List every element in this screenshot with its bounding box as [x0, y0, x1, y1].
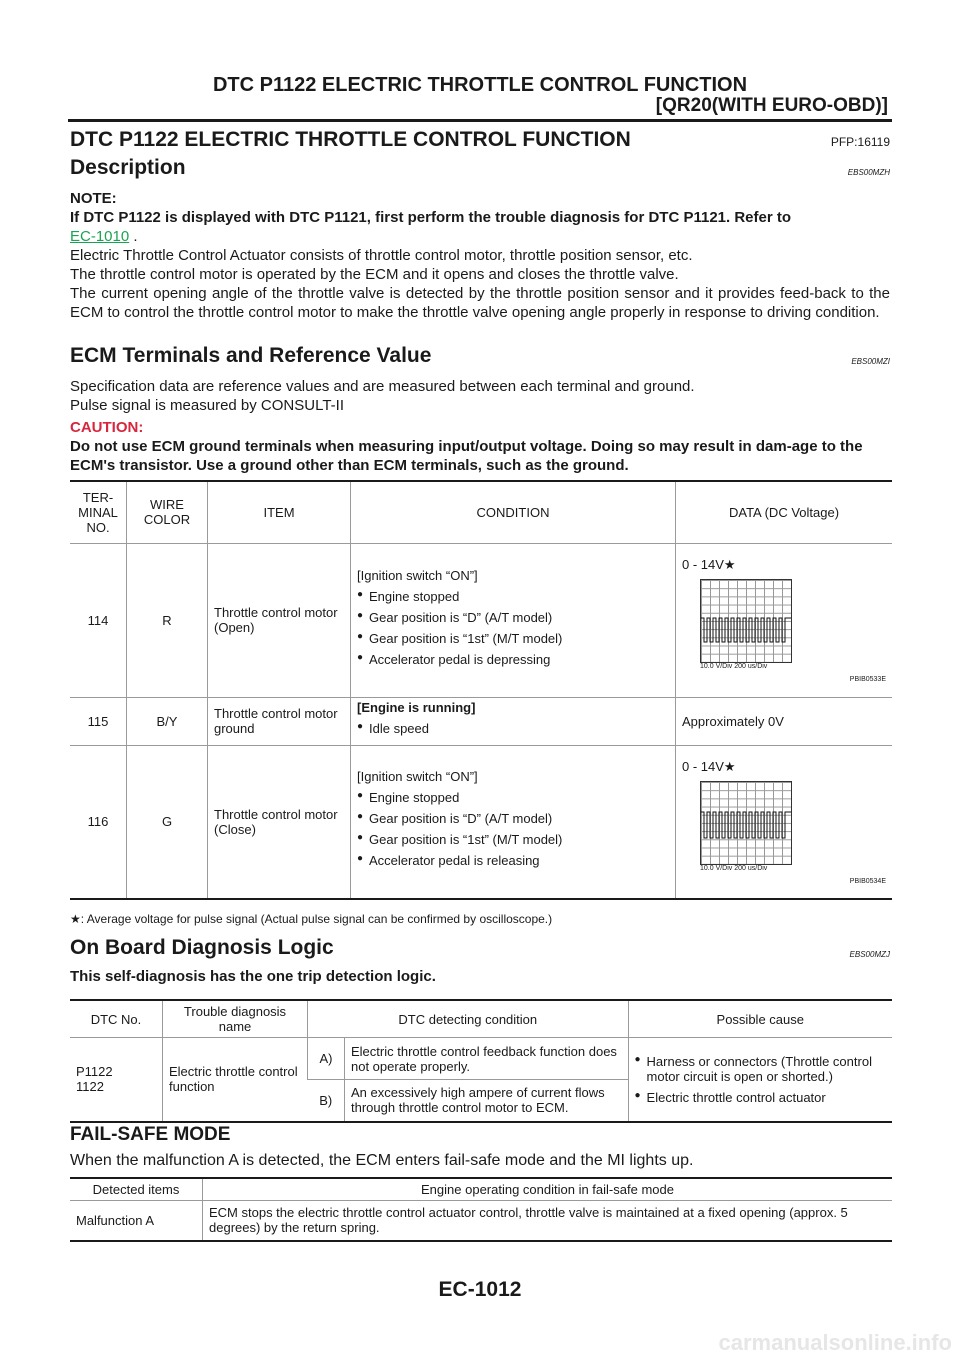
- failsafe-heading: FAIL-SAFE MODE: [70, 1124, 231, 1145]
- obd-heading: On Board Diagnosis Logic: [70, 936, 334, 959]
- dtc-code: P1122: [76, 1064, 113, 1080]
- col-wire-color: WIRE COLOR: [127, 481, 208, 543]
- star-icon: ★: [70, 912, 81, 926]
- ecm-para2: Pulse signal is measured by CONSULT-II: [70, 397, 344, 414]
- table-row: [70, 1201, 892, 1241]
- scope-scale: 10.0 V/Div 200 us/Div: [700, 663, 768, 670]
- dtc-table: [70, 999, 892, 1123]
- col-detecting-condition: DTC detecting condition: [308, 1000, 629, 1038]
- operating-condition: ECM stops the electric throttle control actuator control, throttle valve is maintained at a fixed opening (approx. 5 degrees) by the return spring.: [203, 1201, 893, 1241]
- description-para1: Electric Throttle Control Actuator consists of throttle control motor, throttle position sensor, etc.: [70, 247, 693, 264]
- footnote: [70, 912, 552, 926]
- note-label: NOTE:: [70, 190, 117, 207]
- caution-label: CAUTION:: [70, 419, 144, 436]
- note-tail: .: [129, 228, 138, 245]
- condition: [351, 543, 676, 697]
- data-cell: [676, 745, 893, 899]
- section-title: DTC P1122 ELECTRIC THROTTLE CONTROL FUNCTION: [70, 128, 631, 151]
- condition-label-b: B): [319, 1092, 333, 1108]
- condition-bullet: ● Accelerator pedal is depressing: [357, 652, 669, 667]
- ec-1010-link[interactable]: EC-1010: [70, 228, 130, 245]
- description-heading: Description: [70, 156, 186, 179]
- wire-color: G: [127, 745, 208, 899]
- header-rule: [68, 119, 892, 122]
- condition-bullet: ● Gear position is “1st” (M/T model): [357, 631, 669, 646]
- cause-bullet: ● Harness or connectors (Throttle control motor circuit is open or shorted.): [635, 1054, 886, 1084]
- terminal-115: 115: [87, 713, 109, 729]
- obd-para: This self-diagnosis has the one trip detection logic.: [70, 968, 436, 985]
- failsafe-para: When the malfunction A is detected, the ECM enters fail-safe mode and the MI lights up.: [70, 1152, 694, 1169]
- wire-color: B/Y: [127, 697, 208, 745]
- wire-color: R: [127, 543, 208, 697]
- pfp-code: PFP:16119: [830, 135, 890, 149]
- trouble-name: Electric throttle control function: [163, 1038, 308, 1122]
- table-row: [70, 745, 892, 899]
- running-header-title: DTC P1122 ELECTRIC THROTTLE CONTROL FUNCTION: [212, 74, 748, 96]
- condition-title: [Engine is running]: [357, 700, 476, 715]
- watermark: carmanualsonline.info: [718, 1330, 952, 1355]
- col-detected-items: Detected items: [92, 1182, 180, 1197]
- terminal-114: 114: [87, 612, 109, 628]
- description-body: [70, 189, 890, 322]
- table-row: [70, 543, 892, 697]
- data-cell: [676, 543, 893, 697]
- table-header-row: [70, 1178, 892, 1201]
- item: Throttle control motor (Open): [208, 543, 351, 697]
- col-condition: CONDITION: [351, 481, 676, 543]
- col-trouble-name: Trouble diagnosis name: [163, 1000, 308, 1038]
- obd-code: EBS00MZJ: [849, 950, 890, 959]
- ecm-terminal-table: [70, 480, 892, 900]
- col-terminal: TER-MINAL NO.: [78, 489, 118, 535]
- page-number: EC-1012: [438, 1278, 522, 1301]
- dtc-code-short: 1122: [76, 1079, 104, 1095]
- scope-scale: 10.0 V/Div 200 us/Div: [700, 864, 768, 872]
- detected-item: Malfunction A: [76, 1212, 155, 1228]
- condition-bullet: ● Engine stopped: [357, 790, 669, 805]
- condition-bullet: ● Gear position is “D” (A/T model): [357, 610, 669, 625]
- condition-title: [Ignition switch “ON”]: [357, 567, 478, 583]
- caution-text: Do not use ECM ground terminals when measuring input/output voltage. Doing so may result in dam-age to the ECM's transistor. Use a ground other than ECM terminals, such as the ground.: [70, 438, 863, 474]
- figure-code: PBIB0533E: [849, 676, 886, 683]
- condition-a: Electric throttle control feedback function does not operate properly.: [345, 1038, 629, 1080]
- description-para3: The current opening angle of the throttle valve is detected by the throttle position sensor and it provides feed-back to the ECM to control the throttle control motor to make the throttle valve opening angle properly in response to driving condition.: [70, 285, 890, 321]
- col-operating-condition: Engine operating condition in fail-safe mode: [203, 1178, 893, 1201]
- failsafe-table: [70, 1177, 892, 1242]
- ecm-para1: Specification data are reference values and are measured between each terminal and ground.: [70, 378, 695, 395]
- ecm-code: EBS00MZI: [851, 357, 890, 366]
- possible-cause: [628, 1038, 892, 1122]
- figure-code: PBIB0534E: [849, 877, 886, 885]
- item: Throttle control motor ground: [208, 697, 351, 745]
- condition-title: [Ignition switch “ON”]: [357, 769, 478, 785]
- running-header-subtitle: [QR20(WITH EURO-OBD)]: [655, 95, 888, 116]
- data-value: 0 - 14V: [682, 557, 724, 572]
- note-text: [70, 208, 890, 227]
- star-icon: ★: [723, 758, 736, 774]
- footnote-text: : Average voltage for pulse signal (Actual pulse signal can be confirmed by oscilloscope.): [80, 912, 553, 926]
- col-item: ITEM: [208, 481, 351, 543]
- item: Throttle control motor (Close): [208, 745, 351, 899]
- dtc-number: [70, 1038, 163, 1122]
- col-possible-cause: Possible cause: [628, 1000, 892, 1038]
- condition-bullet: ● Accelerator pedal is releasing: [357, 853, 669, 868]
- condition-label-a: A): [308, 1038, 345, 1080]
- star-icon: ★: [723, 557, 736, 572]
- condition-bullet: ● Gear position is “D” (A/T model): [357, 811, 669, 826]
- col-data: DATA (DC Voltage): [676, 481, 893, 543]
- note-text-main: If DTC P1122 is displayed with DTC P1121, first perform the trouble diagnosis for DTC P1121. Refer to: [70, 209, 792, 226]
- table-row: [70, 1038, 892, 1080]
- terminal-116: 116: [87, 814, 109, 830]
- oscilloscope-waveform: [700, 781, 792, 865]
- cause-bullet: ● Electric throttle control actuator: [635, 1090, 886, 1105]
- table-header-row: [70, 481, 892, 543]
- ecm-heading: ECM Terminals and Reference Value: [70, 344, 432, 367]
- description-code: EBS00MZH: [847, 168, 890, 177]
- ecm-body: [70, 377, 890, 475]
- condition-bullet: ● Idle speed: [357, 721, 669, 736]
- col-dtc-no: DTC No.: [90, 1011, 142, 1027]
- data-value: Approximately 0V: [676, 697, 893, 745]
- condition: [351, 745, 676, 899]
- data-value: 0 - 14V: [682, 758, 724, 774]
- condition-b: An excessively high ampere of current flows through throttle control motor to ECM.: [345, 1080, 629, 1122]
- condition: [351, 697, 676, 745]
- table-row: [70, 697, 892, 745]
- condition-bullet: ● Engine stopped: [357, 589, 669, 604]
- description-para2: The throttle control motor is operated by the ECM and it opens and closes the throttle valve.: [70, 266, 679, 283]
- condition-bullet: ● Gear position is “1st” (M/T model): [357, 832, 669, 847]
- oscilloscope-waveform: [700, 579, 792, 663]
- table-header-row: [70, 1000, 892, 1038]
